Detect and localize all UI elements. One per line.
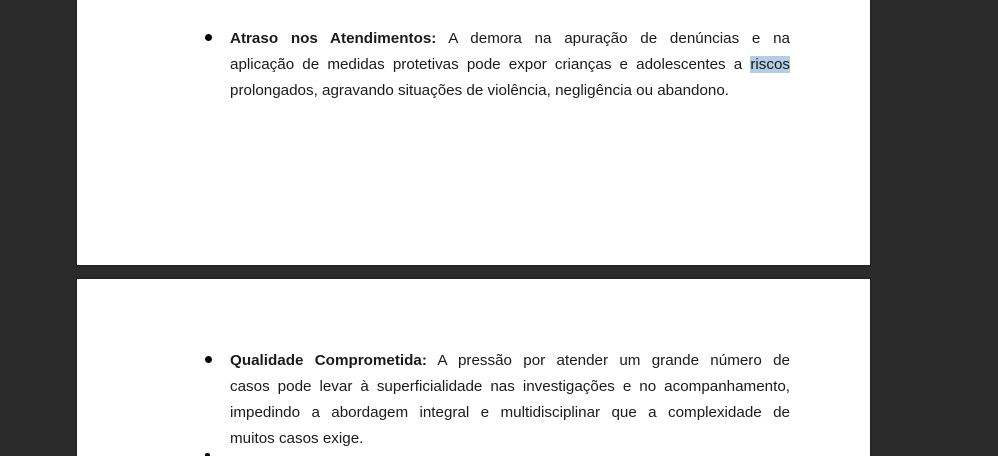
document-page-2 <box>77 279 870 456</box>
paragraph-line: Atraso nos Atendimentos: A demora na apuração de denúncias e na <box>230 30 790 47</box>
paragraph-line: casos pode levar à superficialidade nas investigações e no acompanhamento, <box>230 378 790 395</box>
bullet-icon <box>205 34 212 41</box>
item-title: Atraso nos Atendimentos: <box>230 30 437 47</box>
paragraph-line: aplicação de medidas protetivas pode expor crianças e adolescentes a riscos <box>230 56 790 73</box>
paragraph-line: impedindo a abordagem integral e multidisciplinar que a complexidade de <box>230 404 790 421</box>
list-item-qualidade <box>230 348 790 452</box>
paragraph-atraso[interactable] <box>230 26 790 104</box>
paragraph-line: muitos casos exige. <box>230 430 364 447</box>
bullet-icon <box>205 356 212 363</box>
document-page-1 <box>77 0 870 265</box>
paragraph-qualidade[interactable] <box>230 348 790 452</box>
selected-text[interactable]: riscos <box>750 56 790 73</box>
paragraph-line: Qualidade Comprometida: A pressão por atender um grande número de <box>230 352 790 369</box>
list-item-atraso <box>230 26 790 104</box>
item-title: Qualidade Comprometida: <box>230 352 427 369</box>
paragraph-line: prolongados, agravando situações de violência, negligência ou abandono. <box>230 82 730 99</box>
